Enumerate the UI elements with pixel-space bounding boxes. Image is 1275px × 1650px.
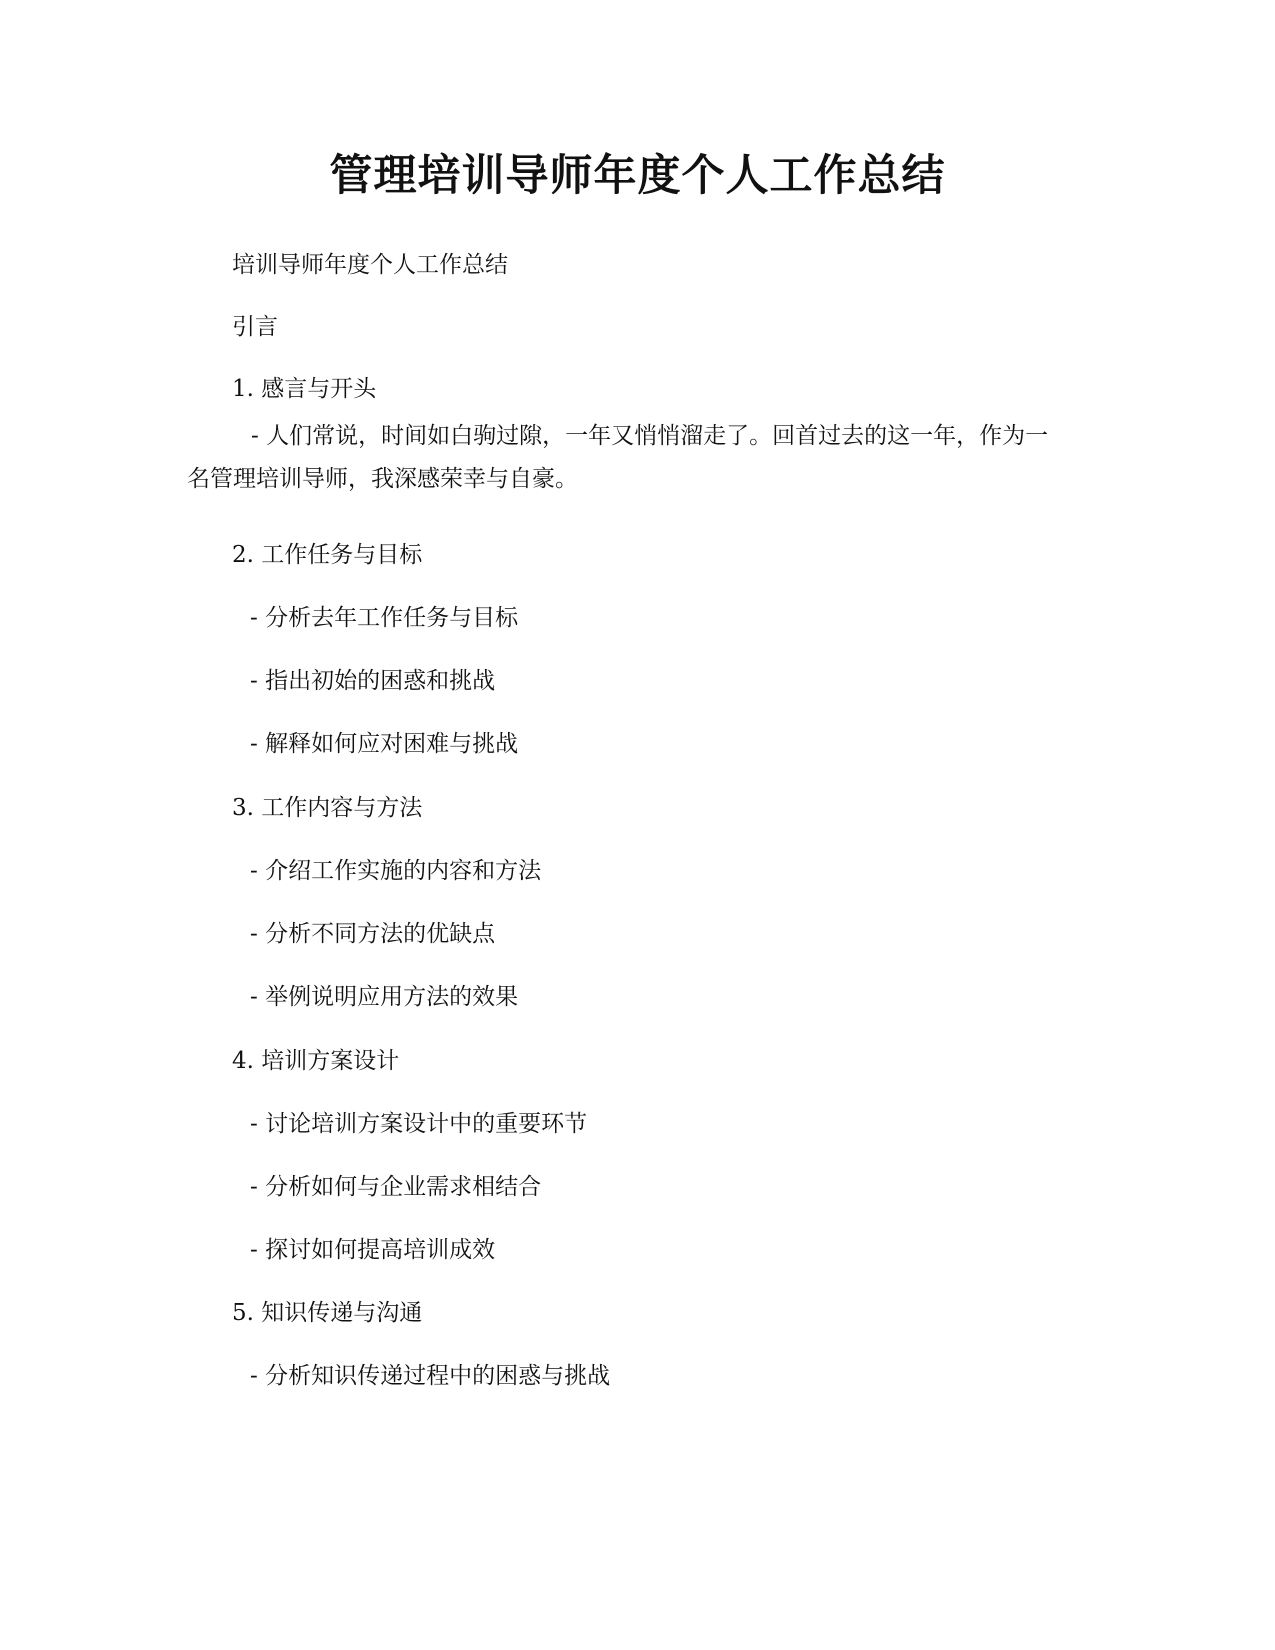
section-paragraph: - 人们常说，时间如白驹过隙，一年又悄悄溜走了。回首过去的这一年，作为一名管理培训导师，我深感荣幸与自豪。: [187, 423, 1049, 492]
list-item: - 介绍工作实施的内容和方法: [250, 858, 542, 884]
section-heading: 3. 工作内容与方法: [232, 795, 423, 821]
section-heading: 1. 感言与开头: [232, 376, 377, 402]
list-item: - 分析不同方法的优缺点: [250, 921, 496, 947]
list-item: - 探讨如何提高培训成效: [250, 1237, 496, 1263]
list-item: - 分析知识传递过程中的困惑与挑战: [250, 1363, 611, 1389]
list-item: - 讨论培训方案设计中的重要环节: [250, 1111, 588, 1137]
list-item: - 解释如何应对困难与挑战: [250, 731, 519, 757]
subtitle: 培训导师年度个人工作总结: [232, 252, 508, 278]
list-item: - 分析如何与企业需求相结合: [250, 1174, 542, 1200]
list-item: - 举例说明应用方法的效果: [250, 984, 519, 1010]
intro-heading: 引言: [232, 314, 278, 340]
section-heading: 5. 知识传递与沟通: [232, 1300, 423, 1326]
document-title: 管理培训导师年度个人工作总结: [329, 151, 946, 201]
list-item: - 分析去年工作任务与目标: [250, 605, 519, 631]
list-item: - 指出初始的困惑和挑战: [250, 668, 496, 694]
section-heading: 4. 培训方案设计: [232, 1048, 400, 1074]
section-heading: 2. 工作任务与目标: [232, 542, 423, 568]
